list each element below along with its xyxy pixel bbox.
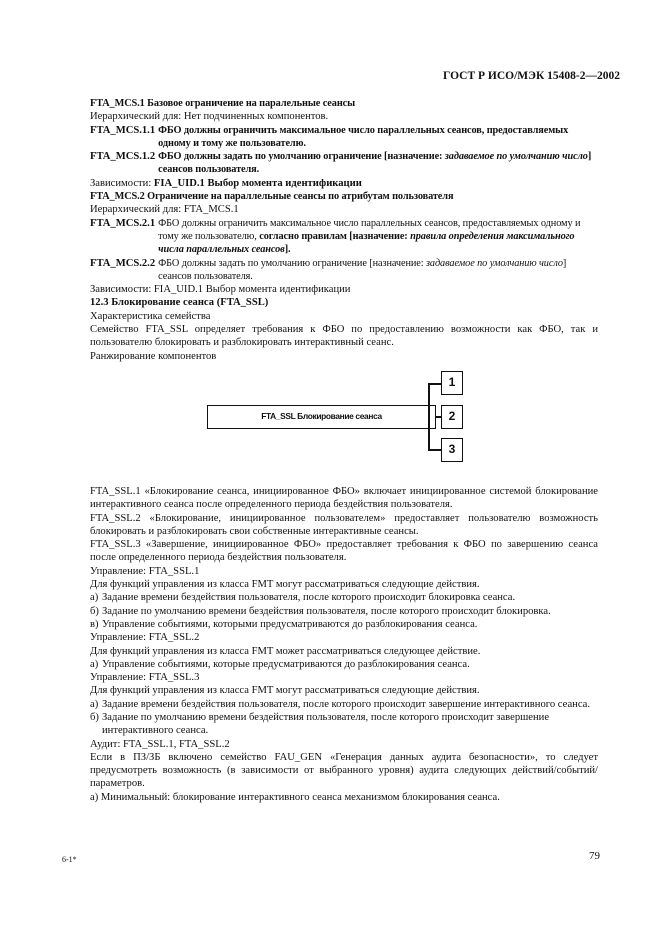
element-text xyxy=(158,257,598,284)
mcs2-dependencies: Зависимости: FIA_UID.1 Выбор момента идентификации xyxy=(90,284,351,296)
element-text xyxy=(158,150,598,177)
document-header: ГОСТ Р ИСО/МЭК 15408-2—2002 xyxy=(443,70,620,82)
list-label: б) xyxy=(90,711,99,723)
element-text xyxy=(158,217,598,257)
connector-line xyxy=(428,449,441,451)
list-item xyxy=(62,605,598,618)
management-ssl2-intro: Для функций управления из класса FMT может рассматриваться следующее действие. xyxy=(90,645,481,657)
connector-line xyxy=(428,383,430,450)
list-label: а) xyxy=(90,698,99,710)
section-title-fta-ssl: 12.3 Блокирование сеанса (FTA_SSL) xyxy=(90,297,269,309)
text-part: ФБО должны задать по умолчанию ограничение [назначение: xyxy=(158,257,426,269)
component-box-2: 2 xyxy=(441,405,463,429)
dep-value: FIA_UID.1 Выбор момента идентификации xyxy=(153,177,362,189)
component-ranking-heading: Ранжирование компонентов xyxy=(90,350,217,362)
list-label: а) xyxy=(90,658,99,670)
page-number: 79 xyxy=(589,850,600,862)
element-code: FTA_MCS.2.1 xyxy=(90,217,156,229)
management-ssl1-title: Управление: FTA_SSL.1 xyxy=(90,565,200,577)
list-item xyxy=(62,591,598,604)
list-text: Задание времени бездействия пользователя, после которого происходит завершение интерактивного сеанса. xyxy=(102,698,591,710)
assignment-text: правила определения максимального числа параллельных сеансов xyxy=(158,230,575,256)
management-ssl3-title: Управление: FTA_SSL.3 xyxy=(90,672,200,684)
text-part-bold: ]. xyxy=(284,244,291,256)
ssl1-description: FTA_SSL.1 «Блокирование сеанса, инициированное ФБО» включает инициированное системой блокирование интерактивного сеанса после определенного периода бездействия пользователя. xyxy=(90,485,598,511)
ssl3-description: FTA_SSL.3 «Завершение, инициированное ФБО» предоставляет требования к ФБО по завершению сеанса после определенного периода бездействия пользователя. xyxy=(90,539,598,564)
family-characteristic-heading: Характеристика семейства xyxy=(90,310,211,322)
dep-label: Зависимости: xyxy=(90,177,154,189)
family-description: Семейство FTA_SSL определяет требования к ФБО по предоставлению возможности как ФБО, так и пользователю блокировать и разблокировать интерактивный сеанс. xyxy=(90,324,598,349)
component-box-1: 1 xyxy=(441,371,463,395)
page-content xyxy=(62,97,598,804)
assignment-text: задаваемое по умолчанию число xyxy=(444,151,588,163)
element-code: FTA_MCS.2.2 xyxy=(90,257,156,269)
text-part: ФБО должны задать по умолчанию ограничение [назначение: xyxy=(158,151,445,163)
list-label: а) xyxy=(90,592,99,604)
text-part: ] сеансов пользователя. xyxy=(158,151,592,176)
text-part-bold: согласно правилам [назначение: xyxy=(259,230,411,242)
mcs2-title: FTA_MCS.2 Ограничение на параллельные сеансы по атрибутам пользователя xyxy=(90,191,454,203)
element-code: FTA_MCS.1.2 xyxy=(90,151,156,163)
element-code: FTA_MCS.1.1 xyxy=(90,124,156,136)
mcs1-dependencies xyxy=(62,177,598,190)
ssl2-description: FTA_SSL.2 «Блокирование, инициированное пользователем» предоставляет пользователю возможность блокировать и разблокировать свои собственные интерактивные сеансы. xyxy=(90,512,598,537)
element-mcs-2-2 xyxy=(62,257,598,284)
sheet-mark: 6-1* xyxy=(62,855,77,864)
element-mcs-2-1 xyxy=(62,217,598,257)
audit-title: Аудит: FTA_SSL.1, FTA_SSL.2 xyxy=(90,738,230,750)
component-box-3: 3 xyxy=(441,438,463,462)
component-ranking-diagram xyxy=(62,363,598,485)
list-text: Управление событиями, которыми предусматриваются до разблокирования сеанса. xyxy=(102,618,478,630)
management-ssl1-intro: Для функций управления из класса FMT могут рассматриваться следующие действия. xyxy=(90,579,480,591)
mcs1-hierarchy: Иерархический для: Нет подчиненных компонентов. xyxy=(90,111,329,123)
audit-intro: Если в ПЗ/ЗБ включено семейство FAU_GEN «Генерация данных аудита безопасности», то следует предусмотреть возможность (в зависимости от выбранного уровня) аудита следующих действий/событий/параметров. xyxy=(90,751,598,790)
list-text: Задание по умолчанию времени бездействия пользователя, после которого происходит завершение интерактивного сеанса. xyxy=(102,711,550,737)
list-item xyxy=(62,711,598,738)
list-item xyxy=(62,658,598,671)
list-label: б) xyxy=(90,605,99,617)
connector-line xyxy=(428,383,441,385)
list-label: в) xyxy=(90,618,99,630)
mcs2-hierarchy: Иерархический для: FTA_MCS.1 xyxy=(90,204,239,216)
element-mcs-1-2 xyxy=(62,150,598,177)
list-text: Задание времени бездействия пользователя, после которого происходит блокировка сеанса. xyxy=(102,592,516,604)
text-part: ] сеансов пользователя. xyxy=(158,257,567,282)
management-ssl2-title: Управление: FTA_SSL.2 xyxy=(90,632,200,644)
list-item xyxy=(62,698,598,711)
list-text: Управление событиями, которые предусматриваются до разблокирования сеанса. xyxy=(102,658,470,670)
text-part: ФБО должны ограничить максимальное число параллельных сеансов, предоставляемых одному и тому же пользователю, xyxy=(158,217,581,242)
management-ssl3-intro: Для функций управления из класса FMT могут рассматриваться следующие действия. xyxy=(90,685,480,697)
audit-item-minimal: а) Минимальный: блокирование интерактивного сеанса механизмом блокирования сеанса. xyxy=(90,791,500,803)
family-box: FTA_SSL Блокирование сеанса xyxy=(207,405,436,429)
mcs1-title: FTA_MCS.1 Базовое ограничение на паралельные сеансы xyxy=(90,98,356,109)
assignment-text: задаваемое по умолчанию число xyxy=(425,257,563,269)
element-mcs-1-1 xyxy=(62,124,598,151)
element-text: ФБО должны ограничить максимальное число параллельных сеансов, предоставляемых одному и тому же пользователю. xyxy=(158,124,569,149)
list-text: Задание по умолчанию времени бездействия пользователя, после которого происходит блокировка. xyxy=(102,605,551,617)
list-item xyxy=(62,618,598,631)
